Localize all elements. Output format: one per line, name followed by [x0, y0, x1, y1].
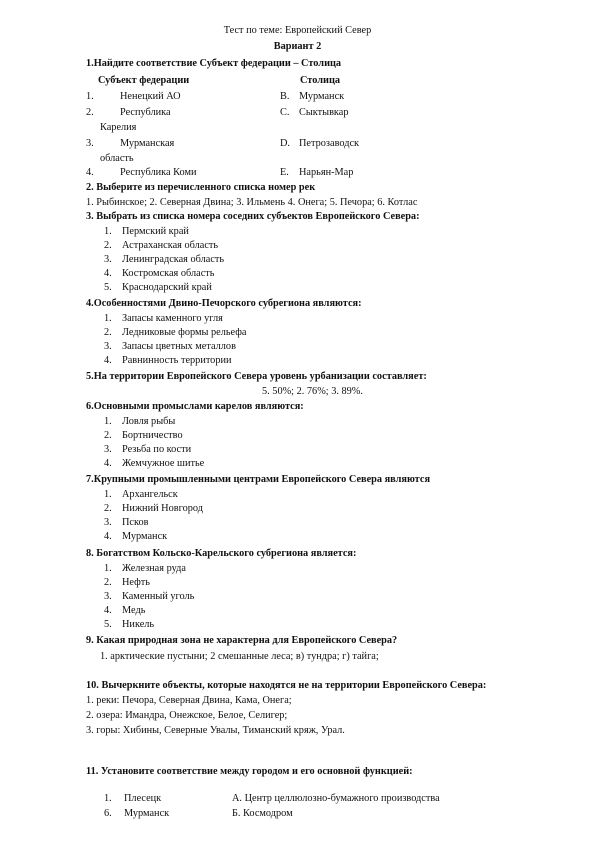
q2-options: 1. Рыбинское; 2. Северная Двина; 3. Ильмень 4. Онега; 5. Печора; 6. Котлас	[86, 197, 418, 208]
q10-title: 10. Вычеркните объекты, которые находятся не на территории Европейского Севера:	[86, 680, 487, 691]
list-item-num: 1.	[104, 416, 112, 427]
list-item-num: 3.	[104, 591, 112, 602]
q5-title: 5.На территории Европейского Севера уровень урбанизации составляет:	[86, 371, 427, 382]
list-item-num: 5.	[104, 282, 112, 293]
q1-row-letter: E.	[280, 167, 289, 178]
list-item: Астраханская область	[122, 240, 219, 251]
list-item-num: 4.	[104, 605, 112, 616]
list-item: Железная руда	[122, 563, 186, 574]
q4-title: 4.Особенностями Двино-Печорского субрегиона являются:	[86, 298, 362, 309]
list-item: Бортничество	[122, 430, 183, 441]
list-item: Запасы каменного угля	[122, 313, 223, 324]
q11-row-num: 6.	[104, 808, 112, 819]
q10-line: 3. горы: Хибины, Северные Увалы, Тиманский кряж, Урал.	[86, 725, 345, 736]
variant-heading: Вариант 2	[273, 41, 322, 52]
list-item-num: 3.	[104, 517, 112, 528]
q1-col-capital: Столица	[300, 75, 341, 86]
q11-row-func: А. Центр целлюлозно-бумажного производства	[232, 793, 440, 804]
list-item: Жемчужное шитье	[122, 458, 205, 469]
q1-row-subject: Мурманская	[120, 138, 175, 149]
q1-row-letter: C.	[280, 107, 290, 118]
q1-row-subject-cont: область	[100, 153, 134, 164]
list-item-num: 3.	[104, 444, 112, 455]
q11-row-func: Б. Космодром	[232, 808, 293, 819]
q9-title: 9. Какая природная зона не характерна для Европейского Севера?	[86, 635, 398, 646]
page-title: Тест по теме: Европейский Север	[223, 25, 372, 36]
list-item: Нефть	[122, 577, 150, 588]
q1-title: 1.Найдите соответствие Субъект федерации – Столица	[86, 58, 342, 69]
q5-options: 5. 50%; 2. 76%; 3. 89%.	[262, 386, 363, 397]
q1-row-num: 3.	[86, 138, 94, 149]
q11-row-num: 1.	[104, 793, 112, 804]
q8-title: 8. Богатством Кольско-Карельского субрегиона является:	[86, 548, 357, 559]
list-item: Псков	[122, 517, 149, 528]
list-item: Костромская область	[122, 268, 215, 279]
q1-row-subject: Ненецкий АО	[120, 91, 181, 102]
list-item: Архангельск	[122, 489, 178, 500]
q1-row-capital: Мурманск	[299, 91, 345, 102]
list-item: Нижний Новгород	[122, 503, 203, 514]
q2-title: 2. Выберите из перечисленного списка номер рек	[86, 182, 316, 193]
list-item-num: 1.	[104, 313, 112, 324]
list-item: Ловля рыбы	[122, 416, 176, 427]
q1-row-subject: Республика	[120, 107, 171, 118]
q11-row-city: Мурманск	[124, 808, 170, 819]
list-item: Ледниковые формы рельефа	[122, 327, 247, 338]
q6-title: 6.Основными промыслами карелов являются:	[86, 401, 304, 412]
list-item: Никель	[122, 619, 155, 630]
list-item-num: 2.	[104, 327, 112, 338]
list-item-num: 1.	[104, 563, 112, 574]
q1-row-letter: D.	[280, 138, 291, 149]
list-item: Ленинградская область	[122, 254, 225, 265]
q1-col-subject: Субъект федерации	[98, 75, 190, 86]
q1-row-num: 4.	[86, 167, 94, 178]
q7-title: 7.Крупными промышленными центрами Европейского Севера являются	[86, 474, 431, 485]
list-item-num: 2.	[104, 503, 112, 514]
q11-title: 11. Установите соответствие между городом и его основной функцией:	[86, 766, 413, 777]
q3-title: 3. Выбрать из списка номера соседних субъектов Европейского Севера:	[86, 211, 420, 222]
list-item: Равнинность территории	[122, 355, 232, 366]
list-item-num: 2.	[104, 577, 112, 588]
q1-row-capital: Сыктывкар	[299, 107, 349, 118]
list-item-num: 1.	[104, 226, 112, 237]
list-item: Запасы цветных металлов	[122, 341, 236, 352]
list-item-num: 4.	[104, 458, 112, 469]
q1-row-num: 1.	[86, 91, 94, 102]
list-item: Пермский край	[122, 226, 189, 237]
q11-row-city: Плесецк	[124, 793, 162, 804]
q1-row-capital: Нарьян-Мар	[299, 167, 354, 178]
q1-row-subject: Республика Коми	[120, 167, 197, 178]
list-item-num: 5.	[104, 619, 112, 630]
q1-row-letter: B.	[280, 91, 290, 102]
list-item-num: 2.	[104, 430, 112, 441]
list-item-num: 4.	[104, 355, 112, 366]
list-item-num: 3.	[104, 254, 112, 265]
q10-line: 1. реки: Печора, Северная Двина, Кама, Онега;	[86, 695, 292, 706]
q10-line: 2. озера: Имандра, Онежское, Белое, Селигер;	[86, 710, 288, 721]
q1-row-subject-cont: Карелия	[100, 122, 137, 133]
list-item: Каменный уголь	[122, 591, 195, 602]
q9-options: 1. арктические пустыни; 2 смешанные леса; в) тундра; г) тайга;	[100, 651, 379, 662]
list-item: Краснодарский край	[122, 282, 212, 293]
list-item: Мурманск	[122, 531, 168, 542]
list-item-num: 4.	[104, 268, 112, 279]
list-item-num: 1.	[104, 489, 112, 500]
q1-row-capital: Петрозаводск	[299, 138, 360, 149]
list-item-num: 2.	[104, 240, 112, 251]
list-item-num: 3.	[104, 341, 112, 352]
list-item: Медь	[122, 605, 146, 616]
list-item-num: 4.	[104, 531, 112, 542]
q1-row-num: 2.	[86, 107, 94, 118]
list-item: Резьба по кости	[122, 444, 192, 455]
